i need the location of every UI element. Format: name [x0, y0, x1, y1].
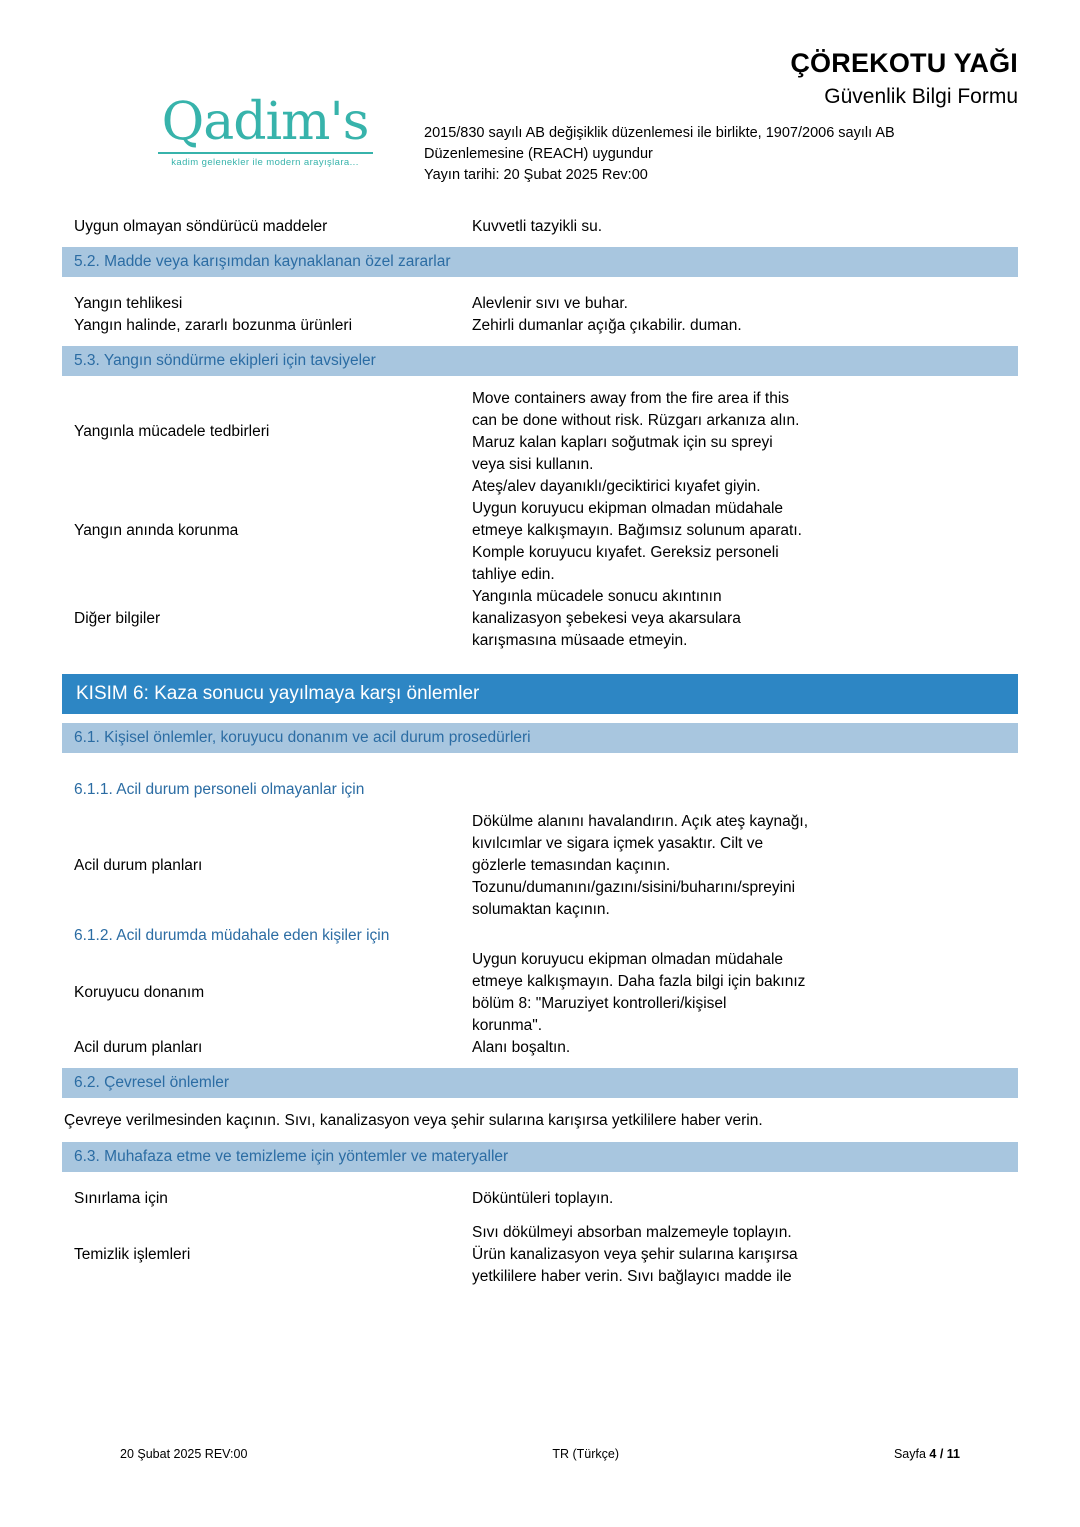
row-containment — [62, 1188, 1018, 1210]
row-protective-equipment — [62, 949, 1018, 1037]
row-decomposition-products — [62, 315, 1018, 337]
row-label: Diğer bilgiler — [74, 610, 161, 628]
row-emergency-plans-nonresponders — [62, 811, 1018, 921]
document-footer — [0, 1447, 1080, 1461]
document-body — [0, 216, 1080, 1287]
value-line-2: Uygun koruyucu ekipman olmadan müdahale — [472, 500, 784, 518]
value-line-3: karışmasına müsaade etmeyin. — [472, 632, 688, 650]
row-firefighting-measures — [62, 388, 1018, 476]
regulation-line-2: Düzenlemesine (REACH) uygundur — [424, 146, 653, 163]
footer-page-number: 4 / 11 — [929, 1447, 960, 1461]
product-title: ÇÖREKOTU YAĞI — [790, 48, 1018, 78]
row-value: Alanı boşaltın. — [472, 1039, 571, 1057]
row-label: Sınırlama için — [74, 1189, 168, 1207]
row-label: Acil durum planları — [74, 1039, 203, 1057]
row-label: Yangınla mücadele tedbirleri — [74, 423, 270, 441]
footer-page-prefix: Sayfa — [893, 1447, 930, 1461]
row-value — [472, 811, 1018, 921]
value-line-3: yetkililere haber verin. Sıvı bağlayıcı madde ile — [472, 1267, 792, 1285]
value-line-1: Yangınla mücadele sonucu akıntının — [472, 588, 722, 606]
row-other-information — [62, 586, 1018, 652]
value-line-1: Ateş/alev dayanıklı/geciktirici kıyafet giyin. — [472, 478, 761, 496]
row-value — [472, 949, 1018, 1037]
company-logo — [120, 48, 410, 168]
subsection-6-1-1: 6.1.1. Acil durum personeli olmayanlar için — [74, 781, 365, 799]
row-fire-hazard — [62, 293, 1018, 315]
row-label: Acil durum planları — [74, 857, 203, 875]
value-line-2: can be done without risk. Rüzgarı arkanıza alın. — [472, 412, 800, 430]
header-text-block — [410, 48, 1018, 186]
row-fire-protection — [62, 476, 1018, 586]
document-header — [0, 0, 1080, 186]
value-line-2: kıvılcımlar ve sigara içmek yasaktır. Cilt ve — [472, 835, 764, 853]
value-line-3: bölüm 8: "Maruziyet kontrolleri/kişisel — [472, 995, 727, 1013]
section-title-6: KISIM 6: Kaza sonucu yayılmaya karşı önlemler — [62, 674, 1018, 714]
row-value: Alevlenir sıvı ve buhar. — [472, 295, 628, 313]
subsection-6-1-2: 6.1.2. Acil durumda müdahale eden kişiler için — [74, 927, 390, 945]
row-label: Uygun olmayan söndürücü maddeler — [74, 218, 328, 236]
row-value — [472, 388, 1018, 476]
value-line-2: Ürün kanalizasyon veya şehir sularına karışırsa — [472, 1245, 798, 1263]
row-value — [472, 586, 1018, 652]
value-line-4: Tozunu/dumanını/gazını/sisini/buharını/spreyini — [472, 879, 796, 897]
section-band-6-2: 6.2. Çevresel önlemler — [62, 1068, 1018, 1098]
row-cleaning-methods — [62, 1222, 1018, 1288]
value-line-5: tahliye edin. — [472, 566, 555, 584]
value-line-2: kanalizasyon şebekesi veya akarsulara — [472, 610, 741, 628]
paragraph-environmental-precautions: Çevreye verilmesinden kaçının. Sıvı, kanalizasyon veya şehir sularına karışırsa yetkililere haber verin. — [64, 1112, 763, 1130]
value-line-4: veya sisi kullanın. — [472, 456, 594, 474]
row-value — [472, 476, 1018, 586]
value-line-3: gözlerle temasından kaçının. — [472, 857, 671, 875]
section-band-5-3: 5.3. Yangın söndürme ekipleri için tavsiyeler — [62, 346, 1018, 376]
row-label: Koruyucu donanım — [74, 984, 205, 1002]
row-value — [472, 1222, 1018, 1288]
value-line-4: korunma". — [472, 1017, 543, 1035]
row-label: Yangın halinde, zararlı bozunma ürünleri — [74, 317, 353, 335]
row-emergency-plans-responders — [62, 1037, 1018, 1059]
value-line-1: Dökülme alanını havalandırın. Açık ateş kaynağı, — [472, 813, 809, 831]
logo-tagline: kadim gelenekler ile modern arayışlara... — [171, 157, 359, 168]
row-unsuitable-extinguishing — [62, 216, 1018, 238]
regulation-line-1: 2015/830 sayılı AB değişiklik düzenlemesi ile birlikte, 1907/2006 sayılı AB — [424, 125, 895, 141]
value-line-1: Move containers away from the fire area if this — [472, 390, 790, 408]
value-line-3: Maruz kalan kapları soğutmak için su spreyi — [472, 434, 773, 452]
footer-language: TR (Türkçe) — [552, 1447, 620, 1461]
logo-wordmark: Qadim's — [161, 92, 369, 152]
row-value: Döküntüleri toplayın. — [472, 1189, 614, 1207]
row-value: Zehirli dumanlar açığa çıkabilir. duman. — [472, 317, 742, 335]
regulation-info — [424, 123, 1018, 186]
row-label: Temizlik işlemleri — [74, 1245, 191, 1263]
row-value: Kuvvetli tazyikli su. — [472, 218, 603, 236]
publication-date: Yayın tarihi: 20 Şubat 2025 Rev:00 — [424, 167, 648, 184]
value-line-1: Sıvı dökülmeyi absorban malzemeyle toplayın. — [472, 1223, 792, 1241]
section-band-5-2: 5.2. Madde veya karışımdan kaynaklanan özel zararlar — [62, 247, 1018, 277]
footer-revision: 20 Şubat 2025 REV:00 — [120, 1447, 248, 1461]
row-label: Yangın anında korunma — [74, 522, 239, 540]
value-line-3: etmeye kalkışmayın. Bağımsız solunum aparatı. — [472, 522, 802, 540]
value-line-2: etmeye kalkışmayın. Daha fazla bilgi için bakınız — [472, 973, 806, 991]
document-subtitle: Güvenlik Bilgi Formu — [824, 85, 1018, 108]
logo-underline — [158, 152, 373, 154]
value-line-1: Uygun koruyucu ekipman olmadan müdahale — [472, 951, 784, 969]
row-label: Yangın tehlikesi — [74, 295, 183, 313]
section-band-6-1: 6.1. Kişisel önlemler, koruyucu donanım ve acil durum prosedürleri — [62, 723, 1018, 753]
section-band-6-3: 6.3. Muhafaza etme ve temizleme için yöntemler ve materyaller — [62, 1142, 1018, 1172]
value-line-4: Komple koruyucu kıyafet. Gereksiz personeli — [472, 544, 779, 562]
footer-page — [894, 1447, 960, 1461]
value-line-5: solumaktan kaçının. — [472, 901, 610, 919]
